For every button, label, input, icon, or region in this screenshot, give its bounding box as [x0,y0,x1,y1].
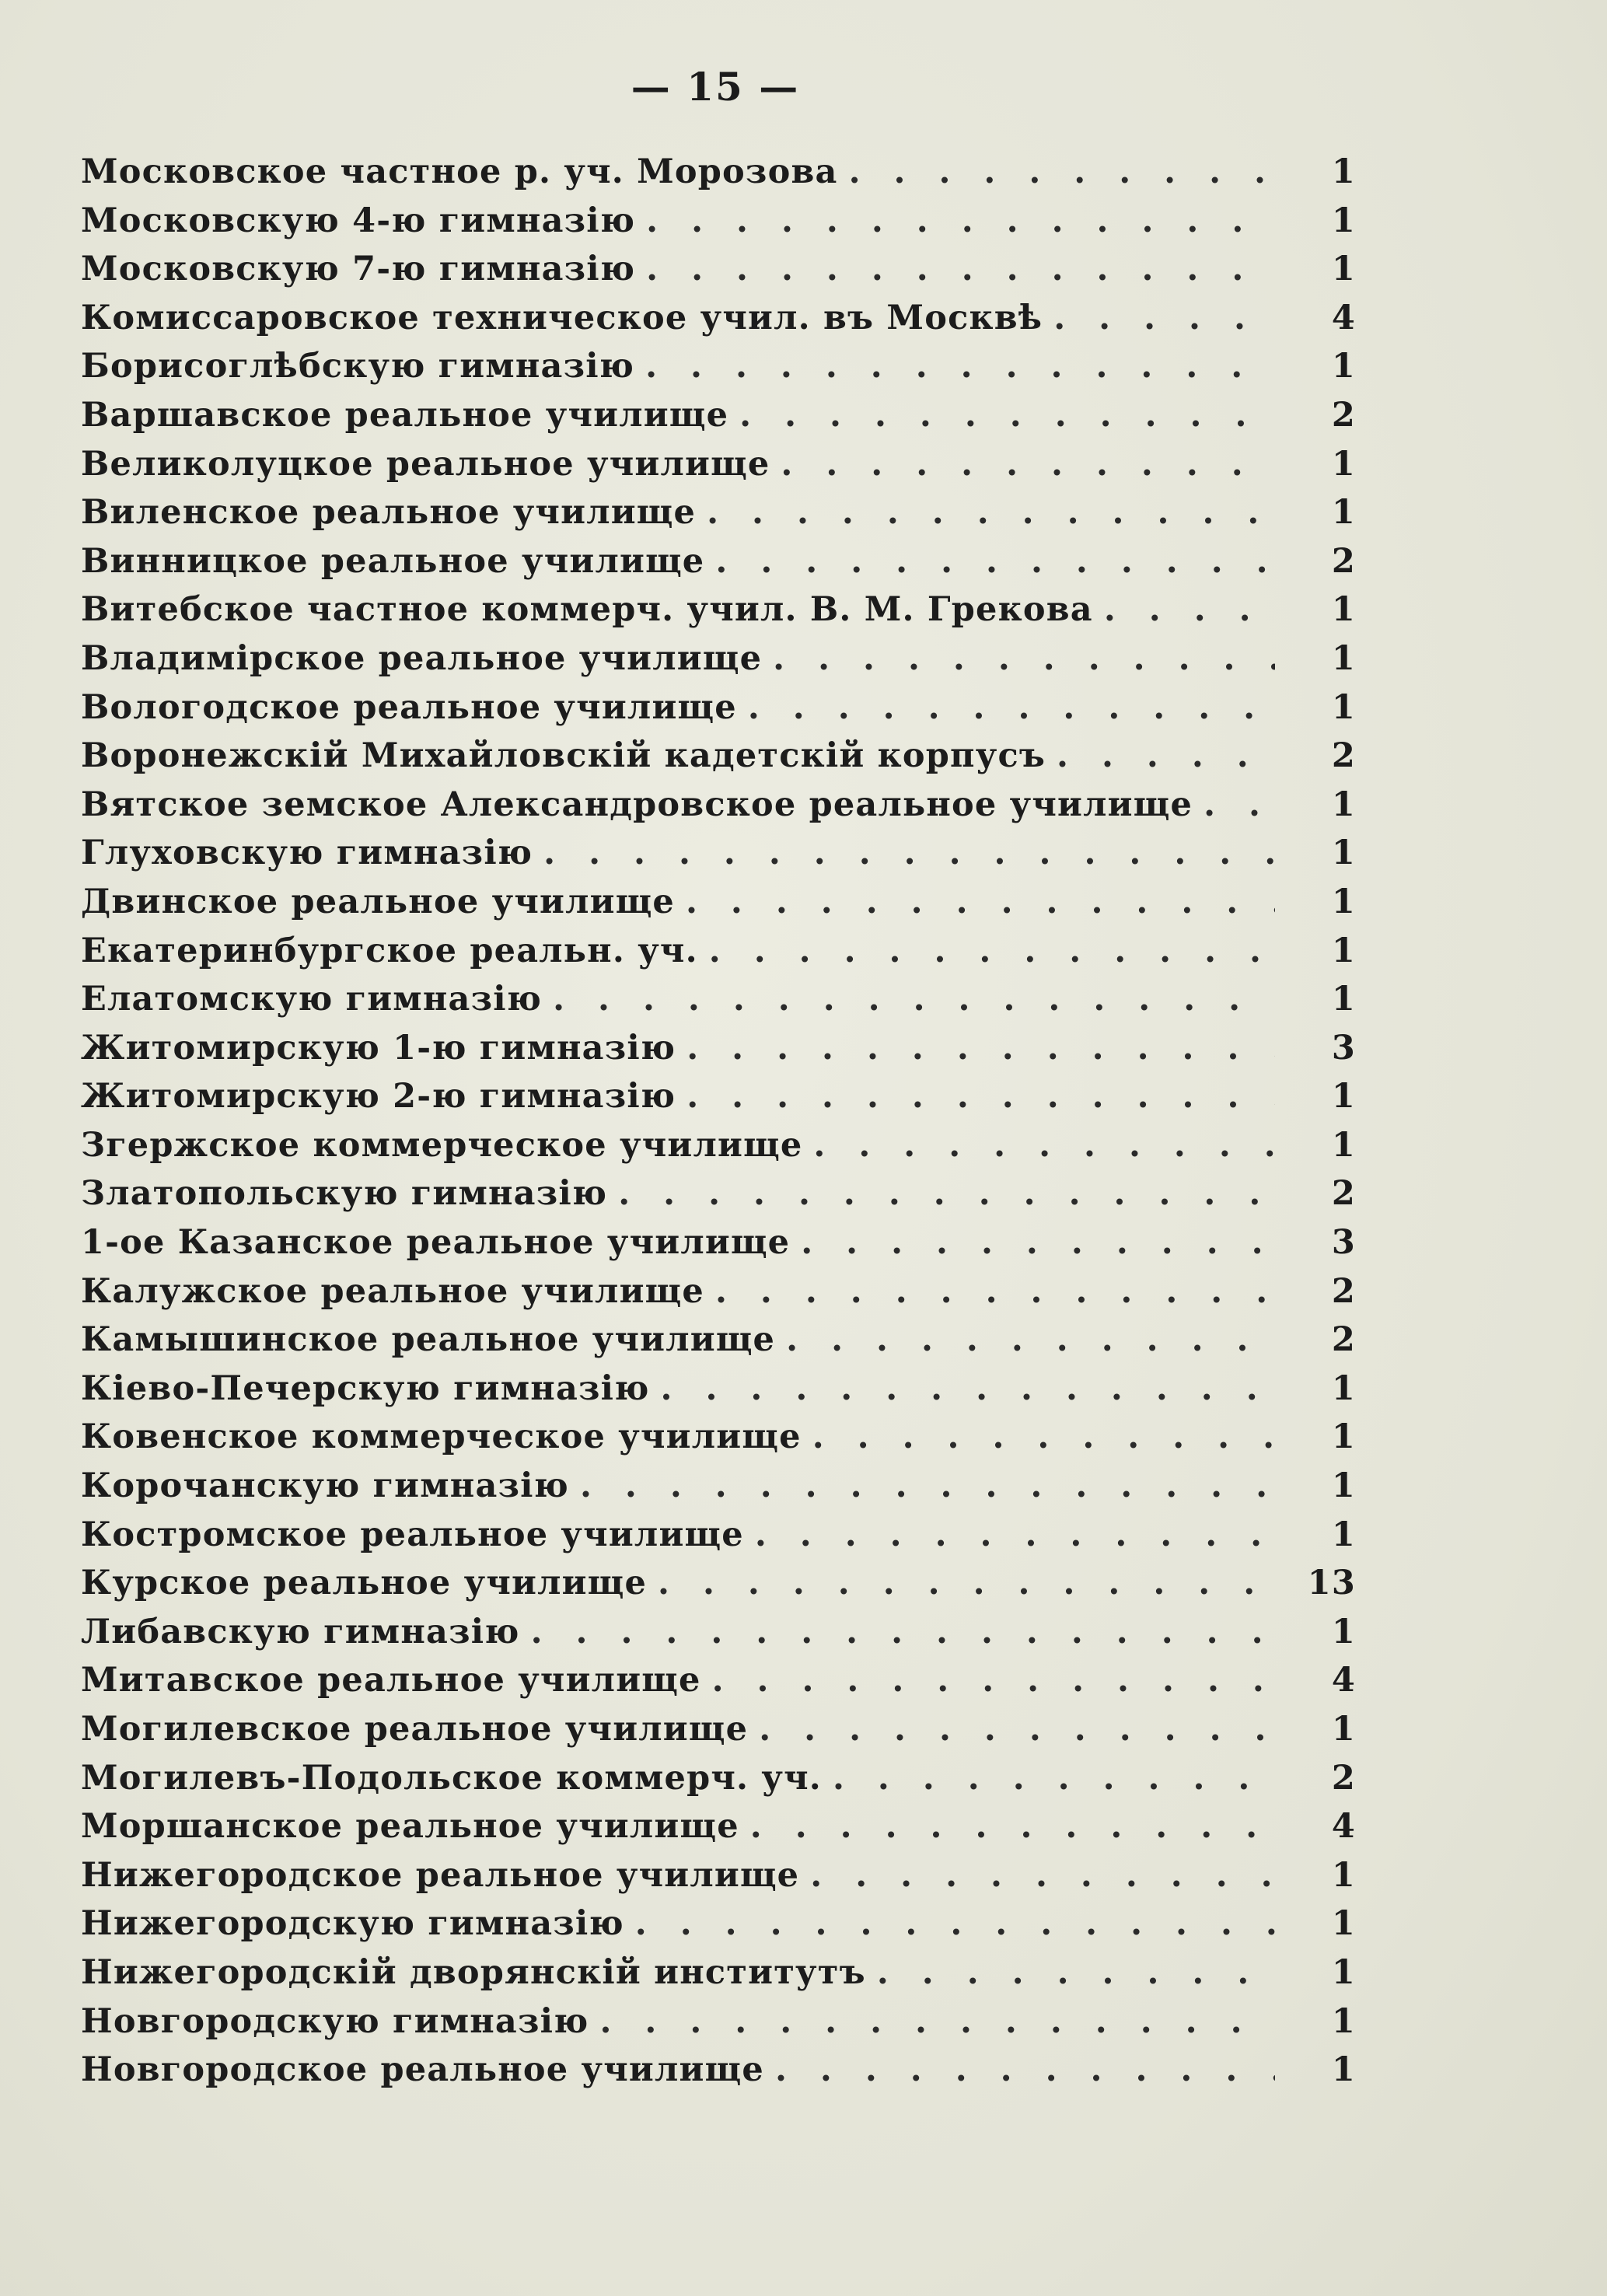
student-count: 1 [1331,152,1356,191]
institution-name: Кіево-Печерскую гимназію [81,1368,650,1408]
student-count: 1 [1331,687,1356,727]
page-number: — 15 — [631,64,800,110]
list-item [81,1369,1356,1418]
student-count: 1 [1331,1466,1356,1506]
dot-leader [1204,785,1275,824]
dot-leader [686,882,1275,921]
institution-name: Нижегородскій дворянскій институтъ [81,1952,866,1992]
student-count: 2 [1331,1320,1356,1360]
dot-leader [635,1904,1275,1943]
dot-leader [645,347,1275,386]
institution-list [81,152,1356,2099]
dot-leader [712,1661,1275,1700]
dot-leader [686,1077,1275,1116]
list-item [81,1029,1356,1078]
student-count: 1 [1331,1904,1356,1944]
dot-leader [531,1613,1275,1651]
list-item [81,2002,1356,2051]
dot-leader [709,931,1275,970]
student-count: 4 [1331,1661,1356,1700]
institution-name: Вологодское реальное училище [81,687,737,727]
list-item [81,1710,1356,1759]
student-count: 1 [1331,1952,1356,1992]
list-item [81,1174,1356,1223]
student-count: 1 [1331,785,1356,824]
list-item [81,250,1356,299]
list-item [81,1515,1356,1564]
student-count: 1 [1331,882,1356,921]
institution-name: Варшавское реальное училище [81,395,729,435]
institution-name: Винницкое реальное училище [81,541,705,581]
dot-leader [686,1029,1275,1068]
dot-leader [773,639,1275,678]
dot-leader [750,1807,1275,1846]
dot-leader [786,1320,1275,1359]
dot-leader [833,1759,1275,1798]
list-item [81,688,1356,737]
institution-name: Житомирскую 2-ю гимназію [81,1077,676,1117]
list-item [81,1223,1356,1272]
institution-name: Костромское реальное училище [81,1515,744,1554]
list-item [81,931,1356,980]
institution-name: Курское реальное училище [81,1564,648,1603]
student-count: 1 [1331,1077,1356,1117]
dot-leader [661,1369,1276,1408]
dot-leader [759,1710,1275,1749]
list-item [81,1417,1356,1466]
student-count: 1 [1331,833,1356,873]
student-count: 1 [1331,1515,1356,1554]
dot-leader [715,542,1275,581]
institution-name: Либавскую гимназію [81,1612,520,1651]
list-item [81,396,1356,445]
student-count: 4 [1331,1807,1356,1847]
student-count: 2 [1331,1758,1356,1798]
student-count: 1 [1331,638,1356,678]
student-count: 1 [1331,201,1356,240]
dot-leader [1104,590,1275,629]
list-item [81,1953,1356,2002]
student-count: 3 [1331,1028,1356,1068]
institution-name: Воронежскій Михайловскій кадетскій корпусъ [81,736,1046,776]
student-count: 2 [1331,395,1356,435]
institution-name: Владимірское реальное училище [81,638,763,678]
institution-name: Ковенское коммерческое училище [81,1417,802,1457]
dot-leader [543,833,1275,872]
dot-leader [849,152,1275,191]
dot-leader [553,980,1275,1019]
list-item [81,1856,1356,1905]
list-item [81,590,1356,639]
student-count: 1 [1331,1710,1356,1749]
dot-leader [1053,299,1275,337]
list-item [81,542,1356,591]
dot-leader [813,1126,1275,1165]
dot-leader [658,1564,1275,1602]
student-count: 1 [1331,980,1356,1019]
dot-leader [715,1272,1275,1311]
institution-name: Камышинское реальное училище [81,1320,776,1360]
student-count: 1 [1331,1612,1356,1651]
institution-name: Нижегородское реальное училище [81,1855,800,1895]
institution-name: Витебское частное коммерч. учил. В. М. Грекова [81,590,1093,630]
list-item [81,1320,1356,1369]
institution-name: Моршанское реальное училище [81,1807,739,1847]
dot-leader [707,493,1275,532]
student-count: 2 [1331,736,1356,776]
institution-name: Великолуцкое реальное училище [81,444,770,484]
student-count: 1 [1331,347,1356,386]
student-count: 1 [1331,1855,1356,1895]
list-item [81,882,1356,931]
list-item [81,201,1356,250]
institution-name: Могилевъ-Подольское коммерч. уч. [81,1758,822,1798]
dot-leader [810,1856,1275,1895]
student-count: 1 [1331,590,1356,630]
list-item [81,493,1356,542]
dot-leader [781,445,1275,484]
list-item [81,445,1356,494]
list-item [81,639,1356,688]
student-count: 1 [1331,1368,1356,1408]
institution-name: Елатомскую гимназію [81,980,543,1019]
institution-name: 1-ое Казанское реальное училище [81,1223,791,1263]
dot-leader [877,1953,1275,1992]
dot-leader [801,1223,1275,1262]
list-item [81,1077,1356,1126]
student-count: 1 [1331,1417,1356,1457]
list-item [81,152,1356,201]
student-count: 1 [1331,2001,1356,2041]
institution-name: Митавское реальное училище [81,1661,701,1700]
student-count: 13 [1307,1564,1356,1603]
institution-name: Згержское коммерческое училище [81,1125,803,1165]
institution-name: Могилевское реальное училище [81,1710,749,1749]
list-item [81,736,1356,785]
dot-leader [646,250,1275,288]
dot-leader [618,1174,1275,1213]
institution-name: Новгородское реальное училище [81,2050,764,2090]
institution-name: Златопольскую гимназію [81,1174,608,1214]
list-item [81,1759,1356,1808]
list-item [81,299,1356,348]
institution-name: Московскую 7-ю гимназію [81,250,636,289]
list-item [81,1661,1356,1710]
list-item [81,1613,1356,1662]
dot-leader [646,201,1275,240]
student-count: 1 [1331,931,1356,970]
student-count: 1 [1331,250,1356,289]
dot-leader [580,1466,1275,1505]
institution-name: Житомирскую 1-ю гимназію [81,1028,676,1068]
student-count: 1 [1331,444,1356,484]
student-count: 2 [1331,1174,1356,1214]
student-count: 1 [1331,2050,1356,2090]
institution-name: Корочанскую гимназію [81,1466,569,1506]
dot-leader [1057,736,1275,775]
student-count: 2 [1331,541,1356,581]
institution-name: Двинское реальное училище [81,882,675,921]
institution-name: Московское частное р. уч. Морозова [81,152,838,191]
list-item [81,1466,1356,1515]
institution-name: Екатеринбургское реальн. уч. [81,931,698,970]
institution-name: Комиссаровское техническое учил. въ Москвѣ [81,298,1043,337]
list-item [81,1564,1356,1613]
list-item [81,833,1356,882]
dot-leader [599,2002,1275,2041]
dot-leader [812,1417,1275,1456]
dot-leader [739,396,1275,435]
list-item [81,2050,1356,2099]
list-item [81,1272,1356,1321]
list-item [81,1904,1356,1953]
institution-name: Вятское земское Александровское реальное училище [81,785,1193,824]
dot-leader [775,2050,1275,2089]
institution-name: Нижегородскую гимназію [81,1904,624,1944]
institution-name: Виленское реальное училище [81,493,697,533]
institution-name: Борисоглѣбскую гимназію [81,347,635,386]
list-item [81,785,1356,834]
institution-name: Калужское реальное училище [81,1271,704,1311]
student-count: 2 [1331,1271,1356,1311]
institution-name: Глуховскую гимназію [81,833,533,873]
student-count: 1 [1331,493,1356,533]
dot-leader [748,688,1275,727]
list-item [81,347,1356,396]
list-item [81,1126,1356,1175]
student-count: 1 [1331,1125,1356,1165]
institution-name: Новгородскую гимназію [81,2001,589,2041]
dot-leader [755,1515,1275,1554]
list-item [81,1807,1356,1856]
student-count: 4 [1331,298,1356,337]
student-count: 3 [1331,1223,1356,1263]
institution-name: Московскую 4-ю гимназію [81,201,636,240]
list-item [81,980,1356,1029]
